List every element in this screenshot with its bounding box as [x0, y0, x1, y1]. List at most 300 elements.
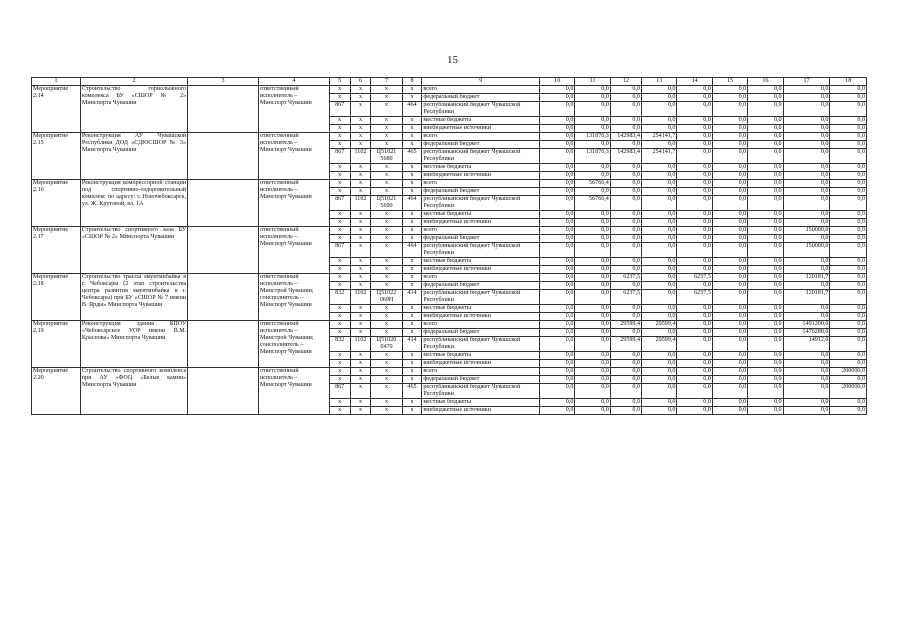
amount-cell: 0,0: [540, 352, 575, 360]
amount-cell: 0,0: [610, 360, 641, 368]
code-cell: x: [371, 141, 402, 149]
amount-cell: 0,0: [748, 258, 783, 266]
amount-cell: 0,0: [783, 282, 830, 290]
column-number: 15: [712, 78, 747, 86]
amount-cell: 0,0: [830, 399, 867, 407]
code-cell: x: [350, 305, 371, 313]
amount-cell: 0,0: [712, 86, 747, 94]
amount-cell: 0,0: [575, 313, 610, 321]
funding-source: местные бюджеты: [422, 305, 540, 313]
code-cell: x: [350, 211, 371, 219]
code-cell: x: [350, 188, 371, 196]
code-cell: 414: [402, 337, 422, 352]
amount-cell: 0,0: [748, 219, 783, 227]
code-cell: x: [402, 219, 422, 227]
amount-cell: 0,0: [677, 211, 712, 219]
amount-cell: 0,0: [642, 180, 677, 188]
amount-cell: 0,0: [575, 86, 610, 94]
code-cell: x: [329, 266, 350, 274]
amount-cell: 0,0: [712, 368, 747, 376]
amount-cell: 0,0: [830, 94, 867, 102]
code-cell: x: [350, 329, 371, 337]
code-cell: x: [350, 399, 371, 407]
amount-cell: 0,0: [677, 384, 712, 399]
amount-cell: 1491200,0: [783, 321, 830, 329]
amount-cell: 0,0: [712, 360, 747, 368]
empty-cell: [188, 274, 259, 321]
amount-cell: 150000,0: [783, 227, 830, 235]
amount-cell: 0,0: [642, 282, 677, 290]
amount-cell: 0,0: [642, 141, 677, 149]
code-cell: 465: [402, 384, 422, 399]
code-cell: 465: [402, 149, 422, 164]
amount-cell: 0,0: [642, 384, 677, 399]
code-cell: x: [329, 376, 350, 384]
code-cell: 867: [329, 102, 350, 117]
amount-cell: 0,0: [610, 305, 641, 313]
code-cell: x: [402, 368, 422, 376]
amount-cell: 0,0: [783, 86, 830, 94]
amount-cell: 0,0: [575, 368, 610, 376]
funding-source: всего: [422, 133, 540, 141]
code-cell: x: [371, 274, 402, 282]
amount-cell: 0,0: [748, 399, 783, 407]
code-cell: x: [371, 211, 402, 219]
measure-name: Реконструкция здания БПОУ «Чебоксарское УОР имени В.М. Краснова» Минспорта Чувашии: [80, 321, 187, 368]
amount-cell: 0,0: [783, 188, 830, 196]
amount-cell: 0,0: [712, 384, 747, 399]
funding-source: местные бюджеты: [422, 164, 540, 172]
amount-cell: 0,0: [540, 329, 575, 337]
code-cell: x: [402, 274, 422, 282]
amount-cell: 0,0: [830, 235, 867, 243]
code-cell: x: [329, 227, 350, 235]
amount-cell: 0,0: [748, 102, 783, 117]
code-cell: x: [371, 117, 402, 125]
amount-cell: 29599,4: [610, 337, 641, 352]
amount-cell: 0,0: [712, 376, 747, 384]
amount-cell: 0,0: [783, 235, 830, 243]
funding-source: внебюджетные источники: [422, 313, 540, 321]
code-cell: x: [350, 102, 371, 117]
amount-cell: 0,0: [712, 102, 747, 117]
code-cell: x: [371, 235, 402, 243]
amount-cell: 0,0: [677, 164, 712, 172]
amount-cell: 14912,0: [783, 337, 830, 352]
funding-source: республиканский бюджет Чувашской Республики: [422, 196, 540, 211]
amount-cell: 0,0: [610, 86, 641, 94]
amount-cell: 0,0: [677, 243, 712, 258]
amount-cell: 0,0: [575, 274, 610, 282]
amount-cell: 0,0: [830, 196, 867, 211]
code-cell: x: [350, 313, 371, 321]
empty-cell: [188, 227, 259, 274]
column-number: 1: [32, 78, 81, 86]
funding-source: федеральный бюджет: [422, 282, 540, 290]
column-number: 9: [422, 78, 540, 86]
code-cell: 867: [329, 196, 350, 211]
amount-cell: 0,0: [610, 407, 641, 415]
code-cell: x: [402, 399, 422, 407]
amount-cell: 0,0: [783, 384, 830, 399]
code-cell: x: [350, 360, 371, 368]
amount-cell: 0,0: [610, 117, 641, 125]
funding-source: внебюджетные источники: [422, 219, 540, 227]
amount-cell: 0,0: [783, 368, 830, 376]
amount-cell: 0,0: [540, 172, 575, 180]
amount-cell: 0,0: [712, 258, 747, 266]
code-cell: x: [350, 282, 371, 290]
measure-id: Мероприятие 2.18: [32, 274, 81, 321]
amount-cell: 0,0: [712, 337, 747, 352]
amount-cell: 0,0: [610, 399, 641, 407]
amount-cell: 0,0: [783, 196, 830, 211]
amount-cell: 0,0: [748, 172, 783, 180]
amount-cell: 0,0: [712, 266, 747, 274]
amount-cell: 0,0: [575, 384, 610, 399]
amount-cell: 0,0: [677, 329, 712, 337]
executor-cell: [258, 368, 329, 415]
amount-cell: 0,0: [748, 180, 783, 188]
code-cell: x: [329, 329, 350, 337]
column-number: 18: [830, 78, 867, 86]
code-cell: x: [371, 321, 402, 329]
code-cell: 832: [329, 337, 350, 352]
amount-cell: 0,0: [783, 399, 830, 407]
amount-cell: 0,0: [712, 227, 747, 235]
amount-cell: 0,0: [575, 258, 610, 266]
amount-cell: 0,0: [830, 266, 867, 274]
amount-cell: 0,0: [540, 117, 575, 125]
amount-cell: 0,0: [610, 125, 641, 133]
amount-cell: 0,0: [830, 211, 867, 219]
executor-line: Минстрой Чувашии;: [259, 335, 314, 341]
code-cell: 1102: [350, 149, 371, 164]
code-cell: x: [329, 313, 350, 321]
amount-cell: 0,0: [677, 360, 712, 368]
amount-cell: 200000,0: [830, 368, 867, 376]
amount-cell: 0,0: [712, 94, 747, 102]
code-cell: x: [350, 94, 371, 102]
measure-id: Мероприятие 2.19: [32, 321, 81, 368]
code-cell: x: [371, 164, 402, 172]
code-cell: x: [402, 133, 422, 141]
empty-cell: [188, 86, 259, 133]
amount-cell: 0,0: [642, 164, 677, 172]
executor-cell: [258, 133, 329, 180]
amount-cell: 0,0: [610, 329, 641, 337]
amount-cell: 0,0: [783, 149, 830, 164]
code-cell: x: [371, 407, 402, 415]
amount-cell: 0,0: [712, 219, 747, 227]
code-cell: Ц51021 5680: [371, 149, 402, 164]
empty-cell: [188, 180, 259, 227]
amount-cell: 0,0: [712, 125, 747, 133]
amount-cell: 0,0: [830, 243, 867, 258]
funding-source: республиканский бюджет Чувашской Республики: [422, 243, 540, 258]
funding-source: федеральный бюджет: [422, 141, 540, 149]
executor-cell: [258, 274, 329, 321]
amount-cell: 0,0: [783, 94, 830, 102]
measure-name: Строительство трассы маунтинбайка в г. Чебоксары (2 этап строительства центра развития маунтинбайка в г. Чебоксары) при БУ «СШОР № 7 имени В. Ярды» Минспорта Чувашии: [80, 274, 187, 321]
code-cell: x: [329, 360, 350, 368]
executor-line: ответственный исполнитель –: [259, 86, 299, 99]
amount-cell: 0,0: [830, 188, 867, 196]
funding-source: внебюджетные источники: [422, 125, 540, 133]
amount-cell: 0,0: [575, 305, 610, 313]
amount-cell: 0,0: [540, 368, 575, 376]
code-cell: x: [402, 141, 422, 149]
column-number: 2: [80, 78, 187, 86]
amount-cell: 0,0: [712, 243, 747, 258]
code-cell: x: [329, 274, 350, 282]
measure-name: Реконструкция компрессорной станции под спортивно-оздоровительный комплекс по адресу: г. Новочебоксарск, ул. Ж. Крутовой, вл. 1А: [80, 180, 187, 227]
code-cell: x: [329, 407, 350, 415]
amount-cell: 0,0: [712, 211, 747, 219]
amount-cell: 0,0: [642, 305, 677, 313]
amount-cell: 0,0: [712, 117, 747, 125]
amount-cell: 0,0: [575, 141, 610, 149]
code-cell: x: [402, 321, 422, 329]
amount-cell: 29599,4: [642, 337, 677, 352]
code-cell: x: [350, 274, 371, 282]
amount-cell: 0,0: [783, 211, 830, 219]
amount-cell: 0,0: [748, 274, 783, 282]
funding-source: местные бюджеты: [422, 352, 540, 360]
amount-cell: 0,0: [712, 407, 747, 415]
amount-cell: 0,0: [540, 196, 575, 211]
amount-cell: 0,0: [748, 352, 783, 360]
code-cell: x: [350, 368, 371, 376]
code-cell: x: [402, 188, 422, 196]
code-cell: x: [350, 172, 371, 180]
code-cell: x: [329, 282, 350, 290]
amount-cell: 0,0: [830, 164, 867, 172]
amount-cell: 0,0: [748, 266, 783, 274]
measure-name: Строительство спортивного комплекса при АУ «ФОЦ «Белые камни» Минспорта Чувашии: [80, 368, 187, 415]
amount-cell: 0,0: [830, 133, 867, 141]
column-number: 16: [748, 78, 783, 86]
funding-source: местные бюджеты: [422, 117, 540, 125]
amount-cell: 0,0: [642, 290, 677, 305]
amount-cell: 120181,7: [783, 274, 830, 282]
code-cell: x: [350, 219, 371, 227]
code-cell: x: [371, 376, 402, 384]
amount-cell: 0,0: [712, 164, 747, 172]
amount-cell: 0,0: [540, 94, 575, 102]
code-cell: x: [329, 321, 350, 329]
code-cell: x: [371, 227, 402, 235]
amount-cell: 0,0: [540, 274, 575, 282]
amount-cell: 0,0: [783, 172, 830, 180]
code-cell: x: [350, 407, 371, 415]
amount-cell: 0,0: [748, 376, 783, 384]
amount-cell: 1476288,0: [783, 329, 830, 337]
code-cell: x: [350, 243, 371, 258]
amount-cell: 0,0: [540, 219, 575, 227]
amount-cell: 0,0: [748, 384, 783, 399]
amount-cell: 6237,5: [610, 290, 641, 305]
code-cell: x: [350, 125, 371, 133]
measure-name: Строительство горнолыжного комплекса БУ «СШОР № 2» Минспорта Чувашии: [80, 86, 187, 133]
amount-cell: 0,0: [575, 399, 610, 407]
amount-cell: 0,0: [677, 305, 712, 313]
amount-cell: 0,0: [575, 337, 610, 352]
amount-cell: 0,0: [575, 117, 610, 125]
amount-cell: 0,0: [677, 196, 712, 211]
column-number: 12: [610, 78, 641, 86]
table-row: [32, 274, 867, 282]
amount-cell: 0,0: [830, 407, 867, 415]
amount-cell: 0,0: [642, 125, 677, 133]
code-cell: x: [329, 368, 350, 376]
code-cell: 464: [402, 102, 422, 117]
amount-cell: 0,0: [575, 352, 610, 360]
code-cell: x: [371, 384, 402, 399]
amount-cell: 0,0: [642, 211, 677, 219]
amount-cell: 0,0: [540, 243, 575, 258]
amount-cell: 0,0: [677, 321, 712, 329]
code-cell: 867: [329, 243, 350, 258]
amount-cell: 0,0: [642, 274, 677, 282]
amount-cell: 0,0: [748, 305, 783, 313]
amount-cell: 0,0: [748, 117, 783, 125]
amount-cell: 0,0: [748, 321, 783, 329]
amount-cell: 0,0: [677, 149, 712, 164]
code-cell: x: [350, 266, 371, 274]
code-cell: x: [371, 180, 402, 188]
amount-cell: 0,0: [783, 125, 830, 133]
funding-source: всего: [422, 321, 540, 329]
amount-cell: 0,0: [830, 102, 867, 117]
amount-cell: 0,0: [712, 313, 747, 321]
funding-source: федеральный бюджет: [422, 376, 540, 384]
code-cell: x: [329, 258, 350, 266]
amount-cell: 0,0: [830, 180, 867, 188]
amount-cell: 0,0: [748, 329, 783, 337]
code-cell: x: [402, 376, 422, 384]
amount-cell: 131876,3: [575, 149, 610, 164]
code-cell: x: [371, 102, 402, 117]
amount-cell: 0,0: [830, 125, 867, 133]
amount-cell: 0,0: [642, 227, 677, 235]
measure-id: Мероприятие 2.20: [32, 368, 81, 415]
funding-source: республиканский бюджет Чувашской Республики: [422, 102, 540, 117]
funding-source: внебюджетные источники: [422, 407, 540, 415]
amount-cell: 0,0: [575, 188, 610, 196]
amount-cell: 0,0: [783, 352, 830, 360]
amount-cell: 29599,4: [642, 321, 677, 329]
code-cell: 464: [402, 196, 422, 211]
code-cell: x: [350, 258, 371, 266]
funding-source: местные бюджеты: [422, 399, 540, 407]
amount-cell: 0,0: [830, 149, 867, 164]
code-cell: x: [371, 133, 402, 141]
amount-cell: 0,0: [642, 376, 677, 384]
funding-source: республиканский бюджет Чувашской Республики: [422, 290, 540, 305]
amount-cell: 6237,5: [677, 274, 712, 282]
amount-cell: 0,0: [610, 219, 641, 227]
amount-cell: 0,0: [575, 125, 610, 133]
code-cell: x: [350, 352, 371, 360]
amount-cell: 0,0: [830, 376, 867, 384]
column-number: 13: [642, 78, 677, 86]
code-cell: x: [371, 258, 402, 266]
executor-line: Минспорт Чувашии: [259, 100, 312, 106]
code-cell: x: [371, 125, 402, 133]
amount-cell: 150000,0: [783, 243, 830, 258]
amount-cell: 0,0: [712, 172, 747, 180]
amount-cell: 0,0: [540, 180, 575, 188]
amount-cell: 0,0: [610, 368, 641, 376]
amount-cell: 0,0: [677, 399, 712, 407]
executor-line: ответственный исполнитель –: [259, 321, 299, 334]
column-number: 8: [402, 78, 422, 86]
amount-cell: 254141,7: [642, 133, 677, 141]
code-cell: 832: [329, 290, 350, 305]
code-cell: x: [329, 86, 350, 94]
amount-cell: 0,0: [540, 141, 575, 149]
amount-cell: 0,0: [712, 188, 747, 196]
code-cell: x: [402, 164, 422, 172]
amount-cell: 0,0: [712, 329, 747, 337]
amount-cell: 0,0: [830, 313, 867, 321]
amount-cell: 0,0: [575, 376, 610, 384]
funding-source: местные бюджеты: [422, 258, 540, 266]
amount-cell: 0,0: [540, 321, 575, 329]
code-cell: x: [329, 188, 350, 196]
code-cell: x: [371, 305, 402, 313]
code-cell: x: [350, 86, 371, 94]
amount-cell: 0,0: [540, 149, 575, 164]
amount-cell: 0,0: [610, 313, 641, 321]
funding-source: всего: [422, 274, 540, 282]
code-cell: x: [329, 164, 350, 172]
code-cell: x: [402, 305, 422, 313]
amount-cell: 0,0: [783, 266, 830, 274]
measure-id: Мероприятие 2.15: [32, 133, 81, 180]
amount-cell: 0,0: [575, 235, 610, 243]
amount-cell: 0,0: [748, 407, 783, 415]
amount-cell: 0,0: [830, 337, 867, 352]
amount-cell: 0,0: [610, 227, 641, 235]
amount-cell: 0,0: [540, 290, 575, 305]
amount-cell: 56766,4: [575, 180, 610, 188]
amount-cell: 0,0: [540, 102, 575, 117]
amount-cell: 0,0: [642, 329, 677, 337]
amount-cell: 0,0: [830, 227, 867, 235]
measure-id: Мероприятие 2.16: [32, 180, 81, 227]
amount-cell: 0,0: [575, 407, 610, 415]
amount-cell: 0,0: [610, 384, 641, 399]
amount-cell: 0,0: [748, 149, 783, 164]
funding-source: республиканский бюджет Чувашской Республики: [422, 337, 540, 352]
amount-cell: 0,0: [610, 180, 641, 188]
amount-cell: 0,0: [748, 125, 783, 133]
amount-cell: 0,0: [712, 274, 747, 282]
code-cell: x: [371, 313, 402, 321]
amount-cell: 0,0: [783, 258, 830, 266]
amount-cell: 0,0: [830, 86, 867, 94]
code-cell: x: [371, 360, 402, 368]
amount-cell: 0,0: [712, 149, 747, 164]
column-number-row: [32, 78, 867, 86]
amount-cell: 0,0: [677, 376, 712, 384]
amount-cell: 0,0: [642, 243, 677, 258]
amount-cell: 0,0: [783, 117, 830, 125]
amount-cell: 0,0: [712, 321, 747, 329]
amount-cell: 0,0: [642, 117, 677, 125]
